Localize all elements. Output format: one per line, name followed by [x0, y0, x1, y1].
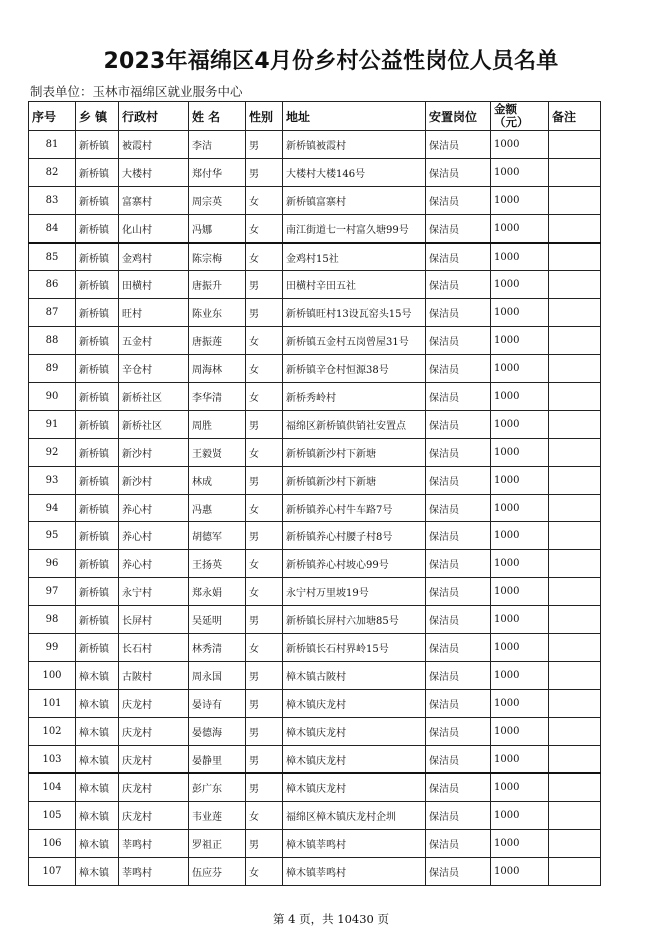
- cell-village: 辛仓村: [119, 355, 189, 383]
- cell-town: 新桥镇: [76, 243, 119, 271]
- cell-gender: 女: [246, 494, 283, 522]
- cell-name: 罗祖正: [189, 830, 246, 858]
- table-row: [29, 802, 601, 830]
- cell-address: 新桥镇长屏村六加塘85号: [283, 606, 426, 634]
- cell-remarks: [549, 383, 601, 411]
- cell-gender: 男: [246, 773, 283, 801]
- cell-town: 樟木镇: [76, 661, 119, 689]
- personnel-table: [28, 101, 601, 886]
- cell-village: 新沙村: [119, 438, 189, 466]
- cell-remarks: [549, 606, 601, 634]
- cell-name: 李洁: [189, 131, 246, 159]
- cell-town: 樟木镇: [76, 689, 119, 717]
- cell-index: 92: [29, 438, 76, 466]
- cell-index: 93: [29, 466, 76, 494]
- table-row: [29, 745, 601, 773]
- cell-village: 大楼村: [119, 158, 189, 186]
- cell-address: 福绵区新桥镇供销社安置点: [283, 410, 426, 438]
- cell-remarks: [549, 802, 601, 830]
- table-row: [29, 773, 601, 801]
- cell-remarks: [549, 327, 601, 355]
- cell-remarks: [549, 466, 601, 494]
- cell-town: 新桥镇: [76, 438, 119, 466]
- cell-name: 周胜: [189, 410, 246, 438]
- cell-address: 新桥秀岭村: [283, 383, 426, 411]
- cell-address: 新桥镇富寨村: [283, 186, 426, 214]
- cell-remarks: [549, 689, 601, 717]
- cell-village: 长石村: [119, 634, 189, 662]
- cell-name: 唐振升: [189, 271, 246, 299]
- cell-name: 周宗英: [189, 186, 246, 214]
- cell-town: 樟木镇: [76, 830, 119, 858]
- cell-village: 新桥社区: [119, 383, 189, 411]
- cell-town: 樟木镇: [76, 745, 119, 773]
- cell-address: 樟木镇庆龙村: [283, 773, 426, 801]
- cell-position: 保洁员: [426, 355, 491, 383]
- cell-amount: 1000: [491, 578, 549, 606]
- cell-town: 樟木镇: [76, 802, 119, 830]
- cell-village: 旺村: [119, 299, 189, 327]
- cell-name: 林秀清: [189, 634, 246, 662]
- cell-name: 伍应芬: [189, 858, 246, 886]
- cell-remarks: [549, 661, 601, 689]
- cell-remarks: [549, 299, 601, 327]
- table-row: [29, 383, 601, 411]
- cell-town: 新桥镇: [76, 494, 119, 522]
- cell-name: 李华清: [189, 383, 246, 411]
- cell-town: 新桥镇: [76, 634, 119, 662]
- table-row: [29, 578, 601, 606]
- cell-gender: 女: [246, 858, 283, 886]
- header-town: 乡 镇: [76, 102, 119, 131]
- table-row: [29, 410, 601, 438]
- cell-name: 周海林: [189, 355, 246, 383]
- cell-village: 莘鸣村: [119, 830, 189, 858]
- cell-gender: 女: [246, 214, 283, 242]
- table-row: [29, 550, 601, 578]
- cell-remarks: [549, 858, 601, 886]
- cell-index: 102: [29, 717, 76, 745]
- cell-gender: 女: [246, 383, 283, 411]
- cell-position: 保洁员: [426, 802, 491, 830]
- cell-town: 新桥镇: [76, 383, 119, 411]
- cell-position: 保洁员: [426, 243, 491, 271]
- table-row: [29, 214, 601, 242]
- cell-amount: 1000: [491, 327, 549, 355]
- cell-remarks: [549, 578, 601, 606]
- cell-index: 81: [29, 131, 76, 159]
- cell-gender: 男: [246, 410, 283, 438]
- cell-gender: 男: [246, 299, 283, 327]
- cell-address: 新桥镇养心村牛车路7号: [283, 494, 426, 522]
- cell-index: 104: [29, 773, 76, 801]
- cell-amount: 1000: [491, 494, 549, 522]
- cell-remarks: [549, 773, 601, 801]
- cell-town: 新桥镇: [76, 522, 119, 550]
- cell-remarks: [549, 745, 601, 773]
- cell-village: 永宁村: [119, 578, 189, 606]
- cell-remarks: [549, 717, 601, 745]
- cell-position: 保洁员: [426, 186, 491, 214]
- cell-index: 90: [29, 383, 76, 411]
- cell-position: 保洁员: [426, 158, 491, 186]
- cell-amount: 1000: [491, 802, 549, 830]
- cell-address: 樟木镇莘鸣村: [283, 858, 426, 886]
- cell-town: 新桥镇: [76, 158, 119, 186]
- cell-index: 84: [29, 214, 76, 242]
- cell-index: 95: [29, 522, 76, 550]
- cell-gender: 女: [246, 550, 283, 578]
- cell-village: 被霞村: [119, 131, 189, 159]
- cell-position: 保洁员: [426, 522, 491, 550]
- cell-village: 庆龙村: [119, 802, 189, 830]
- cell-remarks: [549, 438, 601, 466]
- cell-address: 永宁村万里坡19号: [283, 578, 426, 606]
- cell-name: 韦业莲: [189, 802, 246, 830]
- cell-amount: 1000: [491, 689, 549, 717]
- cell-gender: 男: [246, 131, 283, 159]
- cell-address: 新桥镇养心村腰子村8号: [283, 522, 426, 550]
- cell-name: 周永国: [189, 661, 246, 689]
- cell-position: 保洁员: [426, 327, 491, 355]
- cell-village: 庆龙村: [119, 745, 189, 773]
- table-row: [29, 243, 601, 271]
- cell-index: 82: [29, 158, 76, 186]
- cell-gender: 女: [246, 802, 283, 830]
- cell-address: 田横村辛田五社: [283, 271, 426, 299]
- cell-village: 养心村: [119, 494, 189, 522]
- issuing-unit: 制表单位：玉林市福绵区就业服务中心: [30, 84, 243, 99]
- cell-town: 新桥镇: [76, 299, 119, 327]
- cell-position: 保洁员: [426, 773, 491, 801]
- cell-address: 新桥镇五金村五岗曾屋31号: [283, 327, 426, 355]
- table-row: [29, 522, 601, 550]
- cell-name: 林成: [189, 466, 246, 494]
- cell-index: 100: [29, 661, 76, 689]
- cell-index: 86: [29, 271, 76, 299]
- cell-gender: 男: [246, 466, 283, 494]
- cell-name: 晏静里: [189, 745, 246, 773]
- cell-gender: 女: [246, 578, 283, 606]
- cell-gender: 男: [246, 271, 283, 299]
- cell-gender: 男: [246, 661, 283, 689]
- table-row: [29, 858, 601, 886]
- cell-gender: 女: [246, 243, 283, 271]
- cell-name: 郑永娟: [189, 578, 246, 606]
- cell-town: 樟木镇: [76, 717, 119, 745]
- table-row: [29, 327, 601, 355]
- cell-gender: 男: [246, 522, 283, 550]
- cell-address: 樟木镇莘鸣村: [283, 830, 426, 858]
- cell-village: 五金村: [119, 327, 189, 355]
- cell-amount: 1000: [491, 355, 549, 383]
- cell-address: 新桥镇长石村界岭15号: [283, 634, 426, 662]
- cell-remarks: [549, 522, 601, 550]
- cell-town: 新桥镇: [76, 578, 119, 606]
- table-row: [29, 830, 601, 858]
- cell-index: 91: [29, 410, 76, 438]
- header-name: 姓 名: [189, 102, 246, 131]
- cell-village: 养心村: [119, 522, 189, 550]
- cell-position: 保洁员: [426, 466, 491, 494]
- cell-position: 保洁员: [426, 214, 491, 242]
- cell-address: 新桥镇新沙村下新塘: [283, 438, 426, 466]
- cell-amount: 1000: [491, 271, 549, 299]
- cell-gender: 女: [246, 634, 283, 662]
- cell-index: 97: [29, 578, 76, 606]
- cell-remarks: [549, 158, 601, 186]
- cell-address: 南江街道七一村富久塘99号: [283, 214, 426, 242]
- cell-position: 保洁员: [426, 634, 491, 662]
- cell-remarks: [549, 214, 601, 242]
- cell-position: 保洁员: [426, 410, 491, 438]
- cell-amount: 1000: [491, 773, 549, 801]
- cell-amount: 1000: [491, 438, 549, 466]
- header-index: 序号: [29, 102, 76, 131]
- cell-index: 106: [29, 830, 76, 858]
- table-row: [29, 299, 601, 327]
- table-row: [29, 355, 601, 383]
- cell-amount: 1000: [491, 214, 549, 242]
- cell-name: 晏德海: [189, 717, 246, 745]
- cell-village: 富寨村: [119, 186, 189, 214]
- cell-gender: 男: [246, 689, 283, 717]
- cell-position: 保洁员: [426, 830, 491, 858]
- cell-gender: 女: [246, 327, 283, 355]
- cell-name: 郑付华: [189, 158, 246, 186]
- cell-gender: 男: [246, 717, 283, 745]
- cell-village: 田横村: [119, 271, 189, 299]
- cell-address: 新桥镇旺村13设瓦窑头15号: [283, 299, 426, 327]
- table-row: [29, 271, 601, 299]
- cell-address: 樟木镇庆龙村: [283, 689, 426, 717]
- table-row: [29, 158, 601, 186]
- table-row: [29, 689, 601, 717]
- cell-remarks: [549, 186, 601, 214]
- cell-village: 长屏村: [119, 606, 189, 634]
- cell-index: 105: [29, 802, 76, 830]
- table-row: [29, 438, 601, 466]
- cell-town: 樟木镇: [76, 858, 119, 886]
- cell-remarks: [549, 550, 601, 578]
- cell-position: 保洁员: [426, 299, 491, 327]
- cell-gender: 女: [246, 355, 283, 383]
- cell-index: 103: [29, 745, 76, 773]
- cell-town: 新桥镇: [76, 327, 119, 355]
- cell-amount: 1000: [491, 717, 549, 745]
- cell-gender: 女: [246, 438, 283, 466]
- cell-position: 保洁员: [426, 717, 491, 745]
- cell-amount: 1000: [491, 745, 549, 773]
- cell-amount: 1000: [491, 550, 549, 578]
- table-row: [29, 717, 601, 745]
- table-row: [29, 494, 601, 522]
- table-row: [29, 186, 601, 214]
- cell-amount: 1000: [491, 661, 549, 689]
- cell-amount: 1000: [491, 158, 549, 186]
- page-footer: 第 4 页，共 10430 页: [272, 912, 390, 926]
- cell-position: 保洁员: [426, 689, 491, 717]
- cell-index: 83: [29, 186, 76, 214]
- cell-index: 94: [29, 494, 76, 522]
- cell-town: 新桥镇: [76, 410, 119, 438]
- cell-name: 胡德军: [189, 522, 246, 550]
- cell-amount: 1000: [491, 410, 549, 438]
- cell-address: 新桥镇新沙村下新塘: [283, 466, 426, 494]
- cell-village: 庆龙村: [119, 717, 189, 745]
- cell-remarks: [549, 243, 601, 271]
- cell-remarks: [549, 131, 601, 159]
- header-address: 地址: [283, 102, 426, 131]
- cell-remarks: [549, 830, 601, 858]
- cell-address: 樟木镇庆龙村: [283, 745, 426, 773]
- cell-amount: 1000: [491, 186, 549, 214]
- cell-amount: 1000: [491, 243, 549, 271]
- cell-position: 保洁员: [426, 131, 491, 159]
- cell-index: 96: [29, 550, 76, 578]
- header-remarks: 备注: [549, 102, 601, 131]
- cell-address: 樟木镇庆龙村: [283, 717, 426, 745]
- cell-remarks: [549, 410, 601, 438]
- cell-remarks: [549, 355, 601, 383]
- table-row: [29, 466, 601, 494]
- cell-position: 保洁员: [426, 438, 491, 466]
- cell-index: 87: [29, 299, 76, 327]
- cell-amount: 1000: [491, 830, 549, 858]
- cell-gender: 男: [246, 830, 283, 858]
- cell-position: 保洁员: [426, 494, 491, 522]
- header-village: 行政村: [119, 102, 189, 131]
- cell-town: 新桥镇: [76, 131, 119, 159]
- cell-village: 化山村: [119, 214, 189, 242]
- cell-name: 唐振莲: [189, 327, 246, 355]
- cell-town: 新桥镇: [76, 606, 119, 634]
- cell-amount: 1000: [491, 606, 549, 634]
- cell-index: 98: [29, 606, 76, 634]
- cell-town: 新桥镇: [76, 550, 119, 578]
- cell-town: 樟木镇: [76, 773, 119, 801]
- cell-position: 保洁员: [426, 550, 491, 578]
- cell-amount: 1000: [491, 131, 549, 159]
- cell-position: 保洁员: [426, 271, 491, 299]
- cell-position: 保洁员: [426, 745, 491, 773]
- cell-amount: 1000: [491, 383, 549, 411]
- cell-village: 养心村: [119, 550, 189, 578]
- cell-village: 新桥社区: [119, 410, 189, 438]
- header-position: 安置岗位: [426, 102, 491, 131]
- cell-name: 王扬英: [189, 550, 246, 578]
- cell-index: 88: [29, 327, 76, 355]
- cell-village: 金鸡村: [119, 243, 189, 271]
- cell-name: 吴延明: [189, 606, 246, 634]
- cell-name: 彭广东: [189, 773, 246, 801]
- cell-amount: 1000: [491, 634, 549, 662]
- cell-position: 保洁员: [426, 606, 491, 634]
- cell-village: 古陂村: [119, 661, 189, 689]
- cell-position: 保洁员: [426, 383, 491, 411]
- cell-position: 保洁员: [426, 661, 491, 689]
- cell-address: 樟木镇古陂村: [283, 661, 426, 689]
- cell-name: 陈宗梅: [189, 243, 246, 271]
- cell-gender: 男: [246, 158, 283, 186]
- table-row: [29, 131, 601, 159]
- cell-town: 新桥镇: [76, 271, 119, 299]
- cell-name: 王毅贤: [189, 438, 246, 466]
- cell-name: 晏诗有: [189, 689, 246, 717]
- cell-gender: 女: [246, 186, 283, 214]
- cell-town: 新桥镇: [76, 214, 119, 242]
- cell-remarks: [549, 494, 601, 522]
- cell-name: 冯惠: [189, 494, 246, 522]
- cell-amount: 1000: [491, 858, 549, 886]
- cell-town: 新桥镇: [76, 466, 119, 494]
- table-header-row: [29, 102, 601, 131]
- cell-name: 陈业东: [189, 299, 246, 327]
- cell-index: 107: [29, 858, 76, 886]
- cell-village: 庆龙村: [119, 689, 189, 717]
- cell-town: 新桥镇: [76, 355, 119, 383]
- cell-amount: 1000: [491, 466, 549, 494]
- cell-village: 新沙村: [119, 466, 189, 494]
- cell-index: 85: [29, 243, 76, 271]
- cell-address: 金鸡村15社: [283, 243, 426, 271]
- cell-index: 89: [29, 355, 76, 383]
- cell-gender: 男: [246, 745, 283, 773]
- page-title: 2023年福绵区4月份乡村公益性岗位人员名单: [103, 49, 559, 74]
- cell-address: 福绵区樟木镇庆龙村企圳: [283, 802, 426, 830]
- cell-amount: 1000: [491, 522, 549, 550]
- cell-gender: 男: [246, 606, 283, 634]
- cell-address: 新桥镇辛仓村恒源38号: [283, 355, 426, 383]
- cell-address: 大楼村大楼146号: [283, 158, 426, 186]
- cell-index: 99: [29, 634, 76, 662]
- cell-index: 101: [29, 689, 76, 717]
- cell-town: 新桥镇: [76, 186, 119, 214]
- table-row: [29, 634, 601, 662]
- table-row: [29, 661, 601, 689]
- header-gender: 性别: [246, 102, 283, 131]
- cell-amount: 1000: [491, 299, 549, 327]
- table-row: [29, 606, 601, 634]
- header-amount: 金额（元）: [491, 102, 549, 131]
- cell-position: 保洁员: [426, 578, 491, 606]
- cell-position: 保洁员: [426, 858, 491, 886]
- cell-name: 冯娜: [189, 214, 246, 242]
- cell-address: 新桥镇养心村坡心99号: [283, 550, 426, 578]
- cell-address: 新桥镇被霞村: [283, 131, 426, 159]
- cell-village: 莘鸣村: [119, 858, 189, 886]
- cell-village: 庆龙村: [119, 773, 189, 801]
- cell-remarks: [549, 634, 601, 662]
- cell-remarks: [549, 271, 601, 299]
